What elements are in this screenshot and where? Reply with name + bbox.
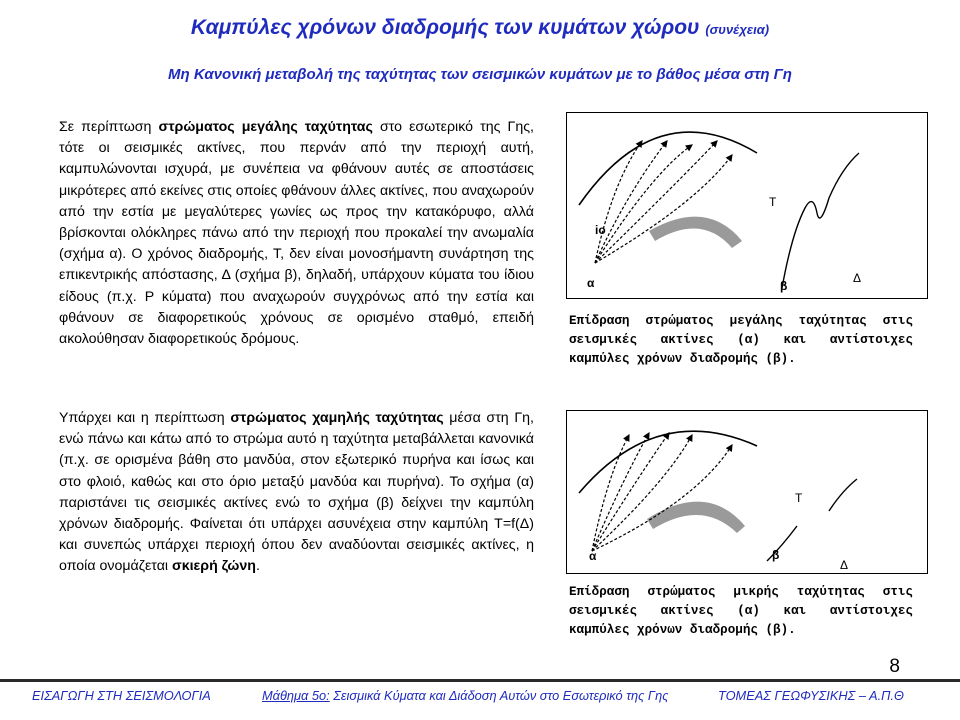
- label-T-2: T: [795, 491, 803, 505]
- caption-figure-2: Επίδραση στρώματος μικρής ταχύτητας στις σεισμικές ακτίνες (α) και αντίστοιχες καμπύλες χρόνων διαδρομής (β).: [569, 585, 913, 637]
- para2-text-2: μέσα στη Γη, ενώ πάνω και κάτω από το στρώμα αυτό η ταχύτητα μεταβάλλεται κανονικά (π.χ. σε ορισμένα βάθη στο μανδύα, στον εξωτερικό πυρήνα και ίσως και στο φλοιό, καθώς και στο όριο μεταξύ μανδύα και πυρήνα). Το σχήμα (α) παριστάνει τις σεισμικές ακτίνες ενώ το σχήμα (β) δείχνει την καμπύλη χρόνων διαδρομής. Φαίνεται ότι υπάρχει ασυνέχεια στην καμπύλη T=f(Δ) και συνεπώς υπάρχει περιοχή όπου δεν αναδύονται σεισμικές ακτίνες, η οποία ονομάζεται: [59, 410, 534, 575]
- page-title: [0, 16, 960, 40]
- label-io: io: [595, 223, 606, 237]
- para1-bold-1: στρώματος μεγάλης ταχύτητας: [158, 119, 373, 135]
- page-number: 8: [889, 656, 900, 677]
- label-b: β: [780, 279, 788, 293]
- para1-text-1: Σε περίπτωση: [59, 119, 159, 135]
- earth-surface-arc-2: [579, 431, 757, 493]
- label-a-2: α: [589, 549, 597, 563]
- figure-high-velocity: [566, 112, 928, 299]
- travel-time-curve-1: [782, 153, 862, 288]
- para2-bold-2: σκιερή ζώνη: [172, 558, 256, 575]
- high-velocity-layer: [649, 217, 742, 248]
- low-velocity-layer: [647, 502, 745, 533]
- para1-text-2: στο εσωτερικό της Γης, τότε οι σεισμικές ακτίνες, που περνάν από την περιοχή αυτή, καμπυλώνονται ισχυρά, με συνέπεια να φθάνουν αυτές σε αποστάσεις μικρότερες από εκείνες στις οποίες φθάνουν άλλες ακτίνες, που αναχωρούν από την εστία με μεγαλύτερες γωνίες ως προς την κατακόρυφο, αλλά βρίσκονται ολόκληρες πάνω από την περιοχή που προκαλεί την ανωμαλία (σχήμα α). Ο χρόνος διαδρομής, Τ, δεν είναι μονοσήμαντη συνάρτηση της επικεντρικής απόστασης, Δ (σχήμα β), δηλαδή, υπάρχουν κύματα του ίδιου είδους (π.χ. P κύματα) που αναχωρούν συγχρόνως από την εστία και φθάνουν σε διαφορετικούς χρόνους σε ορισμένο σταθμό, επειδή ακολούθησαν διαφορετικούς δρόμους.: [59, 119, 534, 348]
- page-title-main: Καμπύλες χρόνων διαδρομής των κυμάτων χώρου: [190, 16, 700, 39]
- para2-bold-1: στρώματος χαμηλής ταχύτητας: [230, 410, 444, 426]
- paragraph-low-velocity: [59, 408, 534, 578]
- caption-figure-1: Επίδραση στρώματος μεγάλης ταχύτητας στις σεισμικές ακτίνες (α) και αντίστοιχες καμπύλες χρόνων διαδρομής (β).: [569, 314, 913, 366]
- label-T: T: [769, 195, 777, 209]
- para2-text-3: .: [255, 558, 260, 575]
- label-delta: Δ: [853, 271, 862, 285]
- figure-low-velocity: [566, 410, 928, 574]
- page-subtitle: Μη Κανονική μεταβολή της ταχύτητας των σεισμικών κυμάτων με το βάθος μέσα στη Γη: [168, 66, 792, 83]
- paragraph-high-velocity: [59, 117, 534, 350]
- label-a: α: [587, 276, 595, 290]
- travel-time-curve-2b: [829, 479, 857, 511]
- footer-lesson: [262, 688, 669, 703]
- figure2-drawing: [567, 411, 927, 573]
- footer-department: ΤΟΜΕΑΣ ΓΕΩΦΥΣΙΚΗΣ – Α.Π.Θ: [718, 688, 904, 703]
- footer-divider: [0, 679, 960, 682]
- footer-lesson-text: Σεισμικά Κύματα και Διάδοση Αυτών στο Εσωτερικό της Γης: [329, 688, 669, 703]
- earth-surface-arc: [579, 132, 757, 205]
- footer-lesson-label: Μάθημα 5ο:: [262, 688, 330, 703]
- page-title-note: (συνέχεια): [705, 22, 770, 37]
- label-delta-2: Δ: [840, 558, 849, 572]
- footer-course: ΕΙΣΑΓΩΓΗ ΣΤΗ ΣΕΙΣΜΟΛΟΓΙΑ: [32, 688, 211, 703]
- label-b-2: β: [772, 548, 780, 562]
- figure1-drawing: [567, 113, 927, 298]
- para2-text-1: Υπάρχει και η περίπτωση: [59, 410, 231, 426]
